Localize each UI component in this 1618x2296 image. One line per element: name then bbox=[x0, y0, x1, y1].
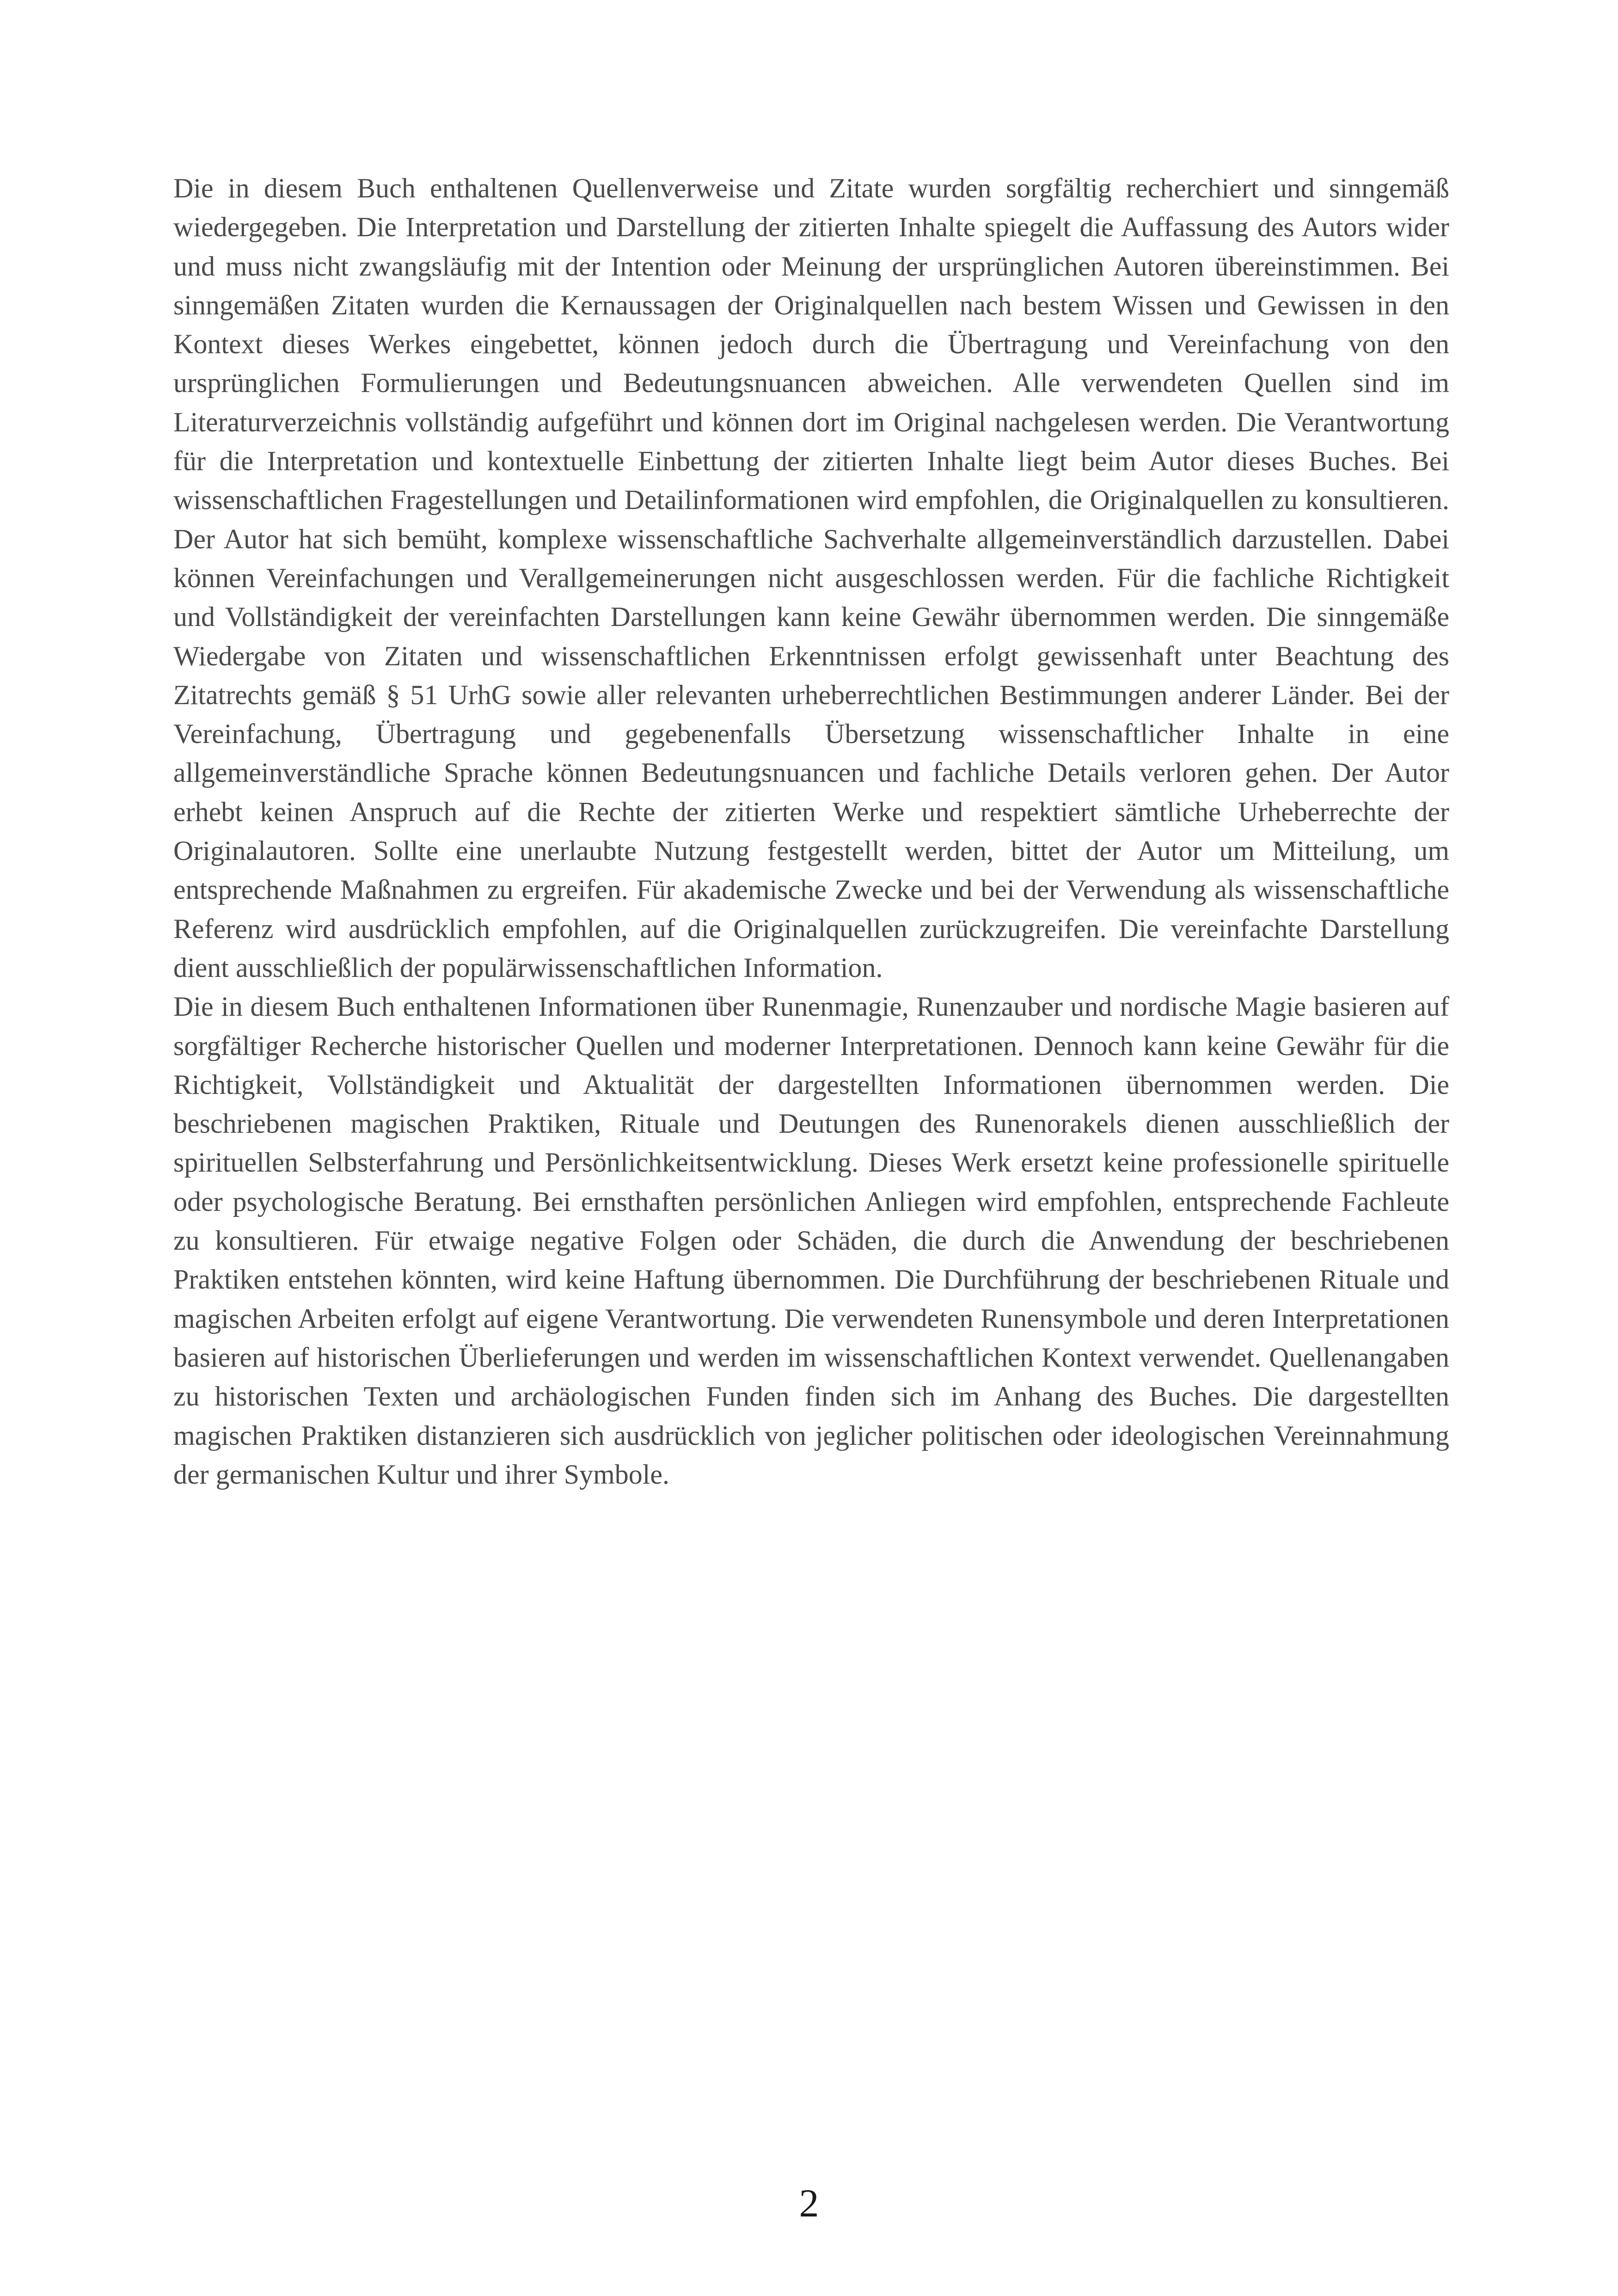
page-number: 2 bbox=[799, 2181, 819, 2225]
paragraph-rune-magic-disclaimer: Die in diesem Buch enthaltenen Informationen über Runenmagie, Runenzauber und nordische Magie basieren auf sorgfältiger Recherche historischer Quellen und moderner Interpretationen. Dennoch kann keine Gewähr für die Richtigkeit, Vollständigkeit und Aktualität der dargestellten Informationen übernommen werden. Die beschriebenen magischen Praktiken, Rituale und Deutungen des Runenorakels dienen ausschließlich der spirituellen Selbsterfahrung und Persönlichkeitsentwicklung. Dieses Werk ersetzt keine professionelle spirituelle oder psychologische Beratung. Bei ernsthaften persönlichen Anliegen wird empfohlen, entsprechende Fachleute zu konsultieren. Für etwaige negative Folgen oder Schäden, die durch die Anwendung der beschriebenen Praktiken entstehen könnten, wird keine Haftung übernommen. Die Durchführung der beschriebenen Rituale und magischen Arbeiten erfolgt auf eigene Verantwortung. Die verwendeten Runensymbole und deren Interpretationen basieren auf historischen Überlieferungen und werden im wissenschaftlichen Kontext verwendet. Quellenangaben zu historischen Texten und archäologischen Funden finden sich im Anhang des Buches. Die dargestellten magischen Praktiken distanzieren sich ausdrücklich von jeglicher politischen oder ideologischen Vereinnahmung der germanischen Kultur und ihrer Symbole. bbox=[173, 991, 1449, 1490]
body-text bbox=[173, 169, 1449, 1494]
paragraph-source-disclaimer: Die in diesem Buch enthaltenen Quellenverweise und Zitate wurden sorgfältig recherchiert und sinngemäß wiedergegeben. Die Interpretation und Darstellung der zitierten Inhalte spiegelt die Auffassung des Autors wider und muss nicht zwangsläufig mit der Intention oder Meinung der ursprünglichen Autoren übereinstimmen. Bei sinngemäßen Zitaten wurden die Kernaussagen der Originalquellen nach bestem Wissen und Gewissen in den Kontext dieses Werkes eingebettet, können jedoch durch die Übertragung und Vereinfachung von den ursprünglichen Formulierungen und Bedeutungsnuancen abweichen. Alle verwendeten Quellen sind im Literaturverzeichnis vollständig aufgeführt und können dort im Original nachgelesen werden. Die Verantwortung für die Interpretation und kontextuelle Einbettung der zitierten Inhalte liegt beim Autor dieses Buches. Bei wissenschaftlichen Fragestellungen und Detailinformationen wird empfohlen, die Originalquellen zu konsultieren. Der Autor hat sich bemüht, komplexe wissenschaftliche Sachverhalte allgemeinverständlich darzustellen. Dabei können Vereinfachungen und Verallgemeinerungen nicht ausgeschlossen werden. Für die fachliche Richtigkeit und Vollständigkeit der vereinfachten Darstellungen kann keine Gewähr übernommen werden. Die sinngemäße Wiedergabe von Zitaten und wissenschaftlichen Erkenntnissen erfolgt gewissenhaft unter Beachtung des Zitatrechts gemäß § 51 UrhG sowie aller relevanten urheberrechtlichen Bestimmungen anderer Länder. Bei der Vereinfachung, Übertragung und gegebenenfalls Übersetzung wissenschaftlicher Inhalte in eine allgemeinverständliche Sprache können Bedeutungsnuancen und fachliche Details verloren gehen. Der Autor erhebt keinen Anspruch auf die Rechte der zitierten Werke und respektiert sämtliche Urheberrechte der Originalautoren. Sollte eine unerlaubte Nutzung festgestellt werden, bittet der Autor um Mitteilung, um entsprechende Maßnahmen zu ergreifen. Für akademische Zwecke und bei der Verwendung als wissenschaftliche Referenz wird ausdrücklich empfohlen, auf die Originalquellen zurückzugreifen. Die vereinfachte Darstellung dient ausschließlich der populärwissenschaftlichen Information. bbox=[173, 173, 1449, 983]
